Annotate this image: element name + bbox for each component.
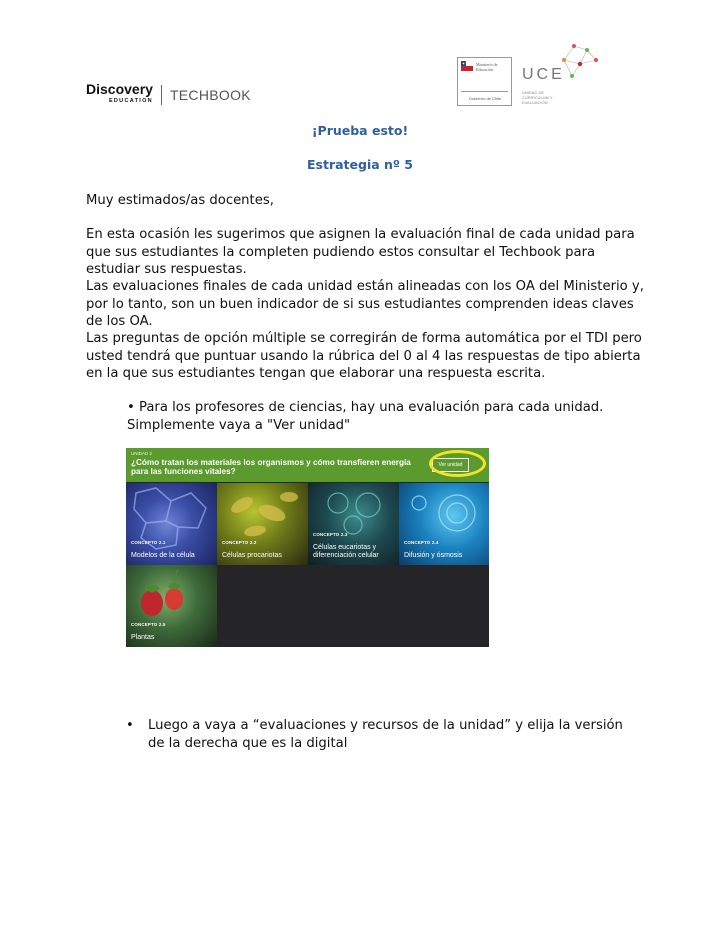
unit-question: ¿Cómo tratan los materiales los organismos y cómo transfieren energía para las funciones vitales? [131, 458, 411, 476]
bullet-item-2: Luego a vaya a “evaluaciones y recursos de la unidad” y elija la versión de la derecha que es la digital [148, 718, 623, 751]
bullet-marker: • [126, 718, 134, 733]
document-subtitle: Estrategia nº 5 [306, 157, 414, 172]
unit-label: UNIDAD 2 [131, 451, 153, 456]
concept-tile-2-2[interactable]: CONCEPTO 2.2 Células procariotas [217, 483, 308, 565]
techbook-unit-screenshot [126, 448, 489, 647]
concept-tile-2-5[interactable]: CONCEPTO 2.5 Plantas [126, 565, 217, 647]
document-title: ¡Prueba esto! [311, 123, 409, 138]
greeting: Muy estimados/as docentes, [86, 193, 274, 208]
ver-unidad-button[interactable]: Ver unidad [432, 458, 469, 472]
paragraph-1: En esta ocasión les sugerimos que asignen la evaluación final de cada unidad para que sus estudiantes la completen pudiendo estos consultar el Techbook para estudiar sus respuestas. [86, 227, 635, 277]
concept-tile-2-1[interactable]: CONCEPTO 2.1 Modelos de la célula [126, 483, 217, 565]
logo-divider [161, 85, 162, 105]
concept-tile-2-4[interactable]: CONCEPTO 2.4 Difusión y ósmosis [399, 483, 489, 565]
concept-tile-2-3[interactable]: CONCEPTO 2.3 Células eucariotas y diferenciación celular [308, 483, 399, 565]
paragraph-2: Las evaluaciones finales de cada unidad están alineadas con los OA del Ministerio y, por lo tanto, son un buen indicador de si sus estudiantes comprenden ideas claves de los OA. [86, 279, 644, 329]
ministry-logo: Ministerio de Educación Gobierno de Chile [457, 57, 512, 106]
techbook-logo: TECHBOOK [169, 87, 251, 103]
unit-header [126, 448, 489, 482]
ministry-divider [461, 91, 508, 92]
highlight-circle [429, 450, 486, 477]
paragraph-3: Las preguntas de opción múltiple se corregirán de forma automática por el TDI pero usted tendrá que puntuar usando la rúbrica del 0 al 4 las respuestas de tipo abierta en la que sus estudiantes tengan que elaborar una respuesta escrita. [86, 331, 642, 381]
bullet-item-1: • Para los profesores de ciencias, hay una evaluación para cada unidad. Simplemente vaya a "Ver unidad" [127, 400, 604, 433]
chile-flag-icon [461, 61, 473, 71]
discovery-logo: Discovery EDUCATION [86, 81, 153, 104]
uce-logo: UCE UNIDAD DE CURRICULUM Y EVALUACIÓN [522, 42, 602, 112]
discovery-techbook-logo [86, 81, 251, 106]
